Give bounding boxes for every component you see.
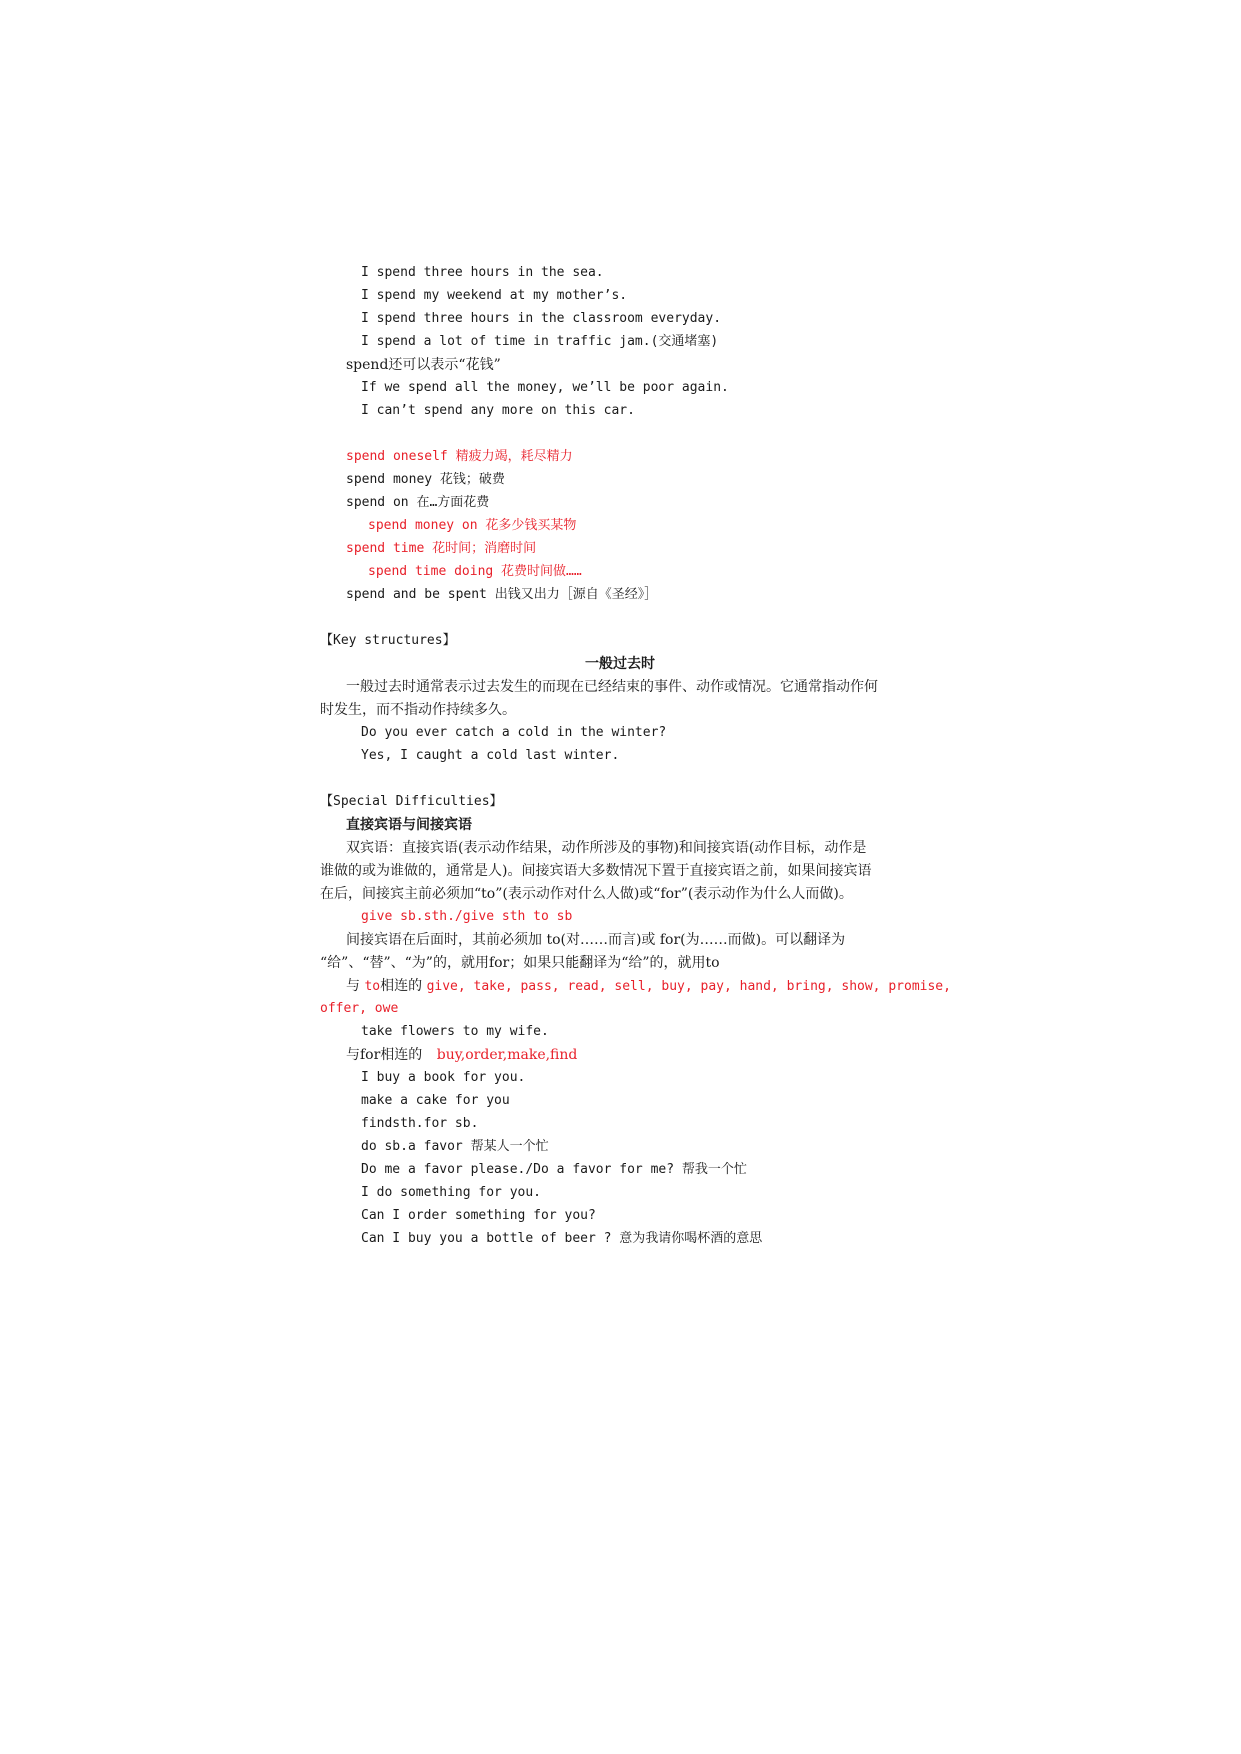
key-structures-title: 一般过去时	[585, 656, 655, 672]
for-example-4: do sb.a favor 帮某人一个忙	[361, 1139, 549, 1154]
key-structures-example-2: Yes, I caught a cold last winter.	[361, 748, 620, 763]
key-structures-para-line-2: 时发生，而不指动作持续多久。	[320, 702, 516, 718]
special-difficulties-heading: 【Special Difficulties】	[320, 794, 503, 809]
spend-example-2: I spend my weekend at my mother’s.	[361, 288, 628, 303]
to-word: to	[364, 979, 381, 994]
phrase-spend-time-doing: spend time doing 花费时间做……	[368, 564, 582, 579]
phrase-spend-oneself: spend oneself 精疲力竭，耗尽精力	[346, 449, 573, 464]
key-structures-example-1: Do you ever catch a cold in the winter?	[361, 725, 667, 740]
for-example-3: findsth.for sb.	[361, 1116, 479, 1131]
for-verbs-line	[346, 1046, 577, 1064]
for-example-5: Do me a favor please./Do a favor for me? 帮我一个忙	[361, 1162, 747, 1177]
spend-example-1: I spend three hours in the sea.	[361, 265, 604, 280]
spend-example-4: I spend a lot of time in traffic jam.(交通堵塞)	[361, 334, 719, 349]
special-para1-line-1: 双宾语：直接宾语(表示动作结果，动作所涉及的事物)和间接宾语(动作目标，动作是	[346, 840, 867, 856]
special-difficulties-title: 直接宾语与间接宾语	[346, 817, 472, 833]
phrase-spend-money: spend money 花钱；破费	[346, 472, 505, 487]
for-label: 与for相连的	[346, 1047, 423, 1063]
give-pattern: give sb.sth./give sth to sb	[361, 909, 573, 924]
special-para1-line-2: 谁做的或为谁做的，通常是人)。间接宾语大多数情况下置于直接宾语之前，如果间接宾语	[320, 863, 872, 879]
for-verbs-list: buy,order,make,find	[436, 1047, 578, 1063]
phrase-spend-and-be-spent: spend and be spent 出钱又出力［源自《圣经》］	[346, 587, 658, 602]
spend-money-example-1: If we spend all the money, we’ll be poor again.	[361, 380, 729, 395]
phrase-spend-time: spend time 花时间；消磨时间	[346, 541, 537, 556]
key-structures-heading: 【Key structures】	[320, 633, 456, 648]
key-structures-para-line-1: 一般过去时通常表示过去发生的而现在已经结束的事件、动作或情况。它通常指动作何	[346, 679, 878, 695]
spend-money-example-2: I can’t spend any more on this car.	[361, 403, 635, 418]
for-example-8: Can I buy you a bottle of beer ? 意为我请你喝杯酒的意思	[361, 1231, 763, 1246]
to-verbs-line-1	[346, 977, 951, 996]
to-verbs-line-2: offer, owe	[320, 1001, 399, 1016]
to-verbs-list: give, take, pass, read, sell, buy, pay, hand, bring, show, promise,	[426, 979, 951, 994]
spend-money-intro: spend还可以表示“花钱”	[346, 357, 501, 373]
phrase-spend-on: spend on 在…方面花费	[346, 495, 490, 510]
to-label: 与	[346, 978, 360, 994]
special-para2-line-2: “给”、“替”、“为”的，就用for；如果只能翻译为“给”的，就用to	[320, 955, 720, 971]
special-para1-line-3: 在后，间接宾主前必须加“to”(表示动作对什么人做)或“for”(表示动作为什么人而做)。	[320, 886, 853, 902]
for-example-1: I buy a book for you.	[361, 1070, 526, 1085]
for-example-2: make a cake for you	[361, 1093, 510, 1108]
spend-example-3: I spend three hours in the classroom everyday.	[361, 311, 722, 326]
for-example-7: Can I order something for you?	[361, 1208, 596, 1223]
to-label-2: 相连的	[380, 978, 423, 994]
for-example-6: I do something for you.	[361, 1185, 542, 1200]
special-para2-line-1: 间接宾语在后面时，其前必须加 to(对……而言)或 for(为……而做)。可以翻译为	[346, 932, 846, 948]
to-example: take flowers to my wife.	[361, 1024, 549, 1039]
phrase-spend-money-on: spend money on 花多少钱买某物	[368, 518, 577, 533]
